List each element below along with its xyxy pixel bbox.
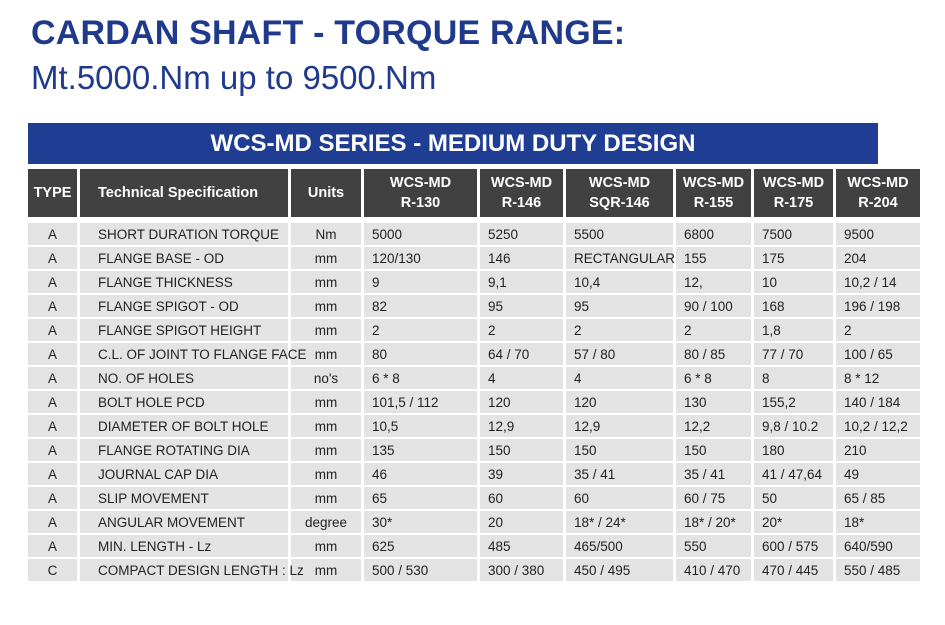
header-model-1: WCS-MD R-130 — [364, 169, 477, 223]
header-model-5: WCS-MD R-175 — [754, 169, 833, 223]
series-banner-label: WCS-MD SERIES - MEDIUM DUTY DESIGN — [210, 129, 696, 157]
table-row — [28, 535, 920, 559]
cell-value: 130 — [676, 391, 751, 415]
table-row — [28, 223, 920, 247]
cell-type: A — [28, 247, 77, 271]
cell-value: 80 / 85 — [676, 343, 751, 367]
cell-value: 35 / 41 — [676, 463, 751, 487]
cell-value: 450 / 495 — [566, 559, 673, 583]
cell-value: 300 / 380 — [480, 559, 563, 583]
cell-value: 12, — [676, 271, 751, 295]
table-row — [28, 319, 920, 343]
cell-value: 5250 — [480, 223, 563, 247]
cell-spec: NO. OF HOLES — [80, 367, 288, 391]
cell-value: 2 — [566, 319, 673, 343]
cell-value: 10,4 — [566, 271, 673, 295]
cell-value: 77 / 70 — [754, 343, 833, 367]
table-row — [28, 271, 920, 295]
cell-type: A — [28, 295, 77, 319]
table-row — [28, 343, 920, 367]
cell-value: 10,2 / 12,2 — [836, 415, 920, 439]
cell-unit: mm — [291, 391, 361, 415]
cell-unit: mm — [291, 271, 361, 295]
cell-value: 65 — [364, 487, 477, 511]
cell-value: 5000 — [364, 223, 477, 247]
cell-value: 2 — [480, 319, 563, 343]
cell-spec: FLANGE BASE - OD — [80, 247, 288, 271]
page-subtitle: Mt.5000.Nm up to 9500.Nm — [31, 59, 437, 96]
cell-value: 6800 — [676, 223, 751, 247]
cell-value: 465/500 — [566, 535, 673, 559]
header-model-2: WCS-MD R-146 — [480, 169, 563, 223]
cell-value: 10,2 / 14 — [836, 271, 920, 295]
cell-value: 120/130 — [364, 247, 477, 271]
cell-unit: mm — [291, 439, 361, 463]
cell-value: 150 — [480, 439, 563, 463]
cell-value: RECTANGULAR — [566, 247, 673, 271]
cell-unit: mm — [291, 463, 361, 487]
cell-value: 6 * 8 — [676, 367, 751, 391]
cell-value: 46 — [364, 463, 477, 487]
cell-value: 18* / 20* — [676, 511, 751, 535]
table-header-row — [28, 169, 920, 223]
cell-value: 500 / 530 — [364, 559, 477, 583]
cell-type: C — [28, 559, 77, 583]
cell-value: 57 / 80 — [566, 343, 673, 367]
cell-value: 30* — [364, 511, 477, 535]
cell-type: A — [28, 415, 77, 439]
header-type: TYPE — [28, 169, 77, 223]
header-spec: Technical Specification — [80, 169, 288, 223]
cell-unit: mm — [291, 415, 361, 439]
cell-value: 90 / 100 — [676, 295, 751, 319]
cell-type: A — [28, 487, 77, 511]
series-banner — [28, 123, 878, 164]
cell-value: 135 — [364, 439, 477, 463]
cell-value: 140 / 184 — [836, 391, 920, 415]
cell-spec: COMPACT DESIGN LENGTH : Lz — [80, 559, 288, 583]
cell-value: 600 / 575 — [754, 535, 833, 559]
cell-value: 180 — [754, 439, 833, 463]
table-row — [28, 247, 920, 271]
cell-value: 204 — [836, 247, 920, 271]
cell-type: A — [28, 439, 77, 463]
cell-type: A — [28, 511, 77, 535]
cell-value: 2 — [836, 319, 920, 343]
cell-value: 5500 — [566, 223, 673, 247]
cell-value: 168 — [754, 295, 833, 319]
cell-value: 9,1 — [480, 271, 563, 295]
cell-type: A — [28, 343, 77, 367]
cell-value: 80 — [364, 343, 477, 367]
table-row — [28, 559, 920, 583]
cell-value: 155 — [676, 247, 751, 271]
spec-table — [25, 169, 923, 583]
cell-value: 550 / 485 — [836, 559, 920, 583]
cell-value: 410 / 470 — [676, 559, 751, 583]
header-model-3: WCS-MD SQR-146 — [566, 169, 673, 223]
table-row — [28, 463, 920, 487]
cell-value: 39 — [480, 463, 563, 487]
cell-value: 120 — [566, 391, 673, 415]
cell-value: 196 / 198 — [836, 295, 920, 319]
cell-value: 100 / 65 — [836, 343, 920, 367]
cell-spec: DIAMETER OF BOLT HOLE — [80, 415, 288, 439]
cell-type: A — [28, 535, 77, 559]
cell-spec: MIN. LENGTH - Lz — [80, 535, 288, 559]
cell-unit: no's — [291, 367, 361, 391]
cell-value: 35 / 41 — [566, 463, 673, 487]
cell-unit: mm — [291, 343, 361, 367]
cell-spec: FLANGE SPIGOT - OD — [80, 295, 288, 319]
cell-unit: mm — [291, 319, 361, 343]
cell-value: 60 — [480, 487, 563, 511]
cell-spec: FLANGE SPIGOT HEIGHT — [80, 319, 288, 343]
cell-value: 12,9 — [480, 415, 563, 439]
cell-value: 9 — [364, 271, 477, 295]
cell-value: 4 — [480, 367, 563, 391]
cell-unit: mm — [291, 487, 361, 511]
table-row — [28, 439, 920, 463]
cell-value: 4 — [566, 367, 673, 391]
cell-value: 82 — [364, 295, 477, 319]
cell-type: A — [28, 223, 77, 247]
cell-value: 8 * 12 — [836, 367, 920, 391]
cell-value: 95 — [566, 295, 673, 319]
cell-value: 60 — [566, 487, 673, 511]
cell-value: 12,9 — [566, 415, 673, 439]
cell-value: 18* — [836, 511, 920, 535]
cell-type: A — [28, 391, 77, 415]
cell-unit: degree — [291, 511, 361, 535]
cell-value: 550 — [676, 535, 751, 559]
cell-value: 9500 — [836, 223, 920, 247]
cell-value: 150 — [566, 439, 673, 463]
cell-unit: mm — [291, 247, 361, 271]
cell-value: 41 / 47,64 — [754, 463, 833, 487]
cell-value: 18* / 24* — [566, 511, 673, 535]
cell-value: 146 — [480, 247, 563, 271]
cell-type: A — [28, 271, 77, 295]
cell-value: 210 — [836, 439, 920, 463]
cell-value: 120 — [480, 391, 563, 415]
cell-value: 20 — [480, 511, 563, 535]
cell-value: 2 — [364, 319, 477, 343]
cell-spec: SHORT DURATION TORQUE — [80, 223, 288, 247]
table-row — [28, 511, 920, 535]
cell-value: 7500 — [754, 223, 833, 247]
table-row — [28, 391, 920, 415]
table-row — [28, 367, 920, 391]
cell-value: 6 * 8 — [364, 367, 477, 391]
header-model-6: WCS-MD R-204 — [836, 169, 920, 223]
cell-unit: mm — [291, 535, 361, 559]
cell-type: A — [28, 463, 77, 487]
cell-type: A — [28, 319, 77, 343]
header-model-4: WCS-MD R-155 — [676, 169, 751, 223]
cell-unit: mm — [291, 295, 361, 319]
cell-value: 60 / 75 — [676, 487, 751, 511]
table-row — [28, 295, 920, 319]
cell-spec: SLIP MOVEMENT — [80, 487, 288, 511]
cell-value: 625 — [364, 535, 477, 559]
header-units: Units — [291, 169, 361, 223]
cell-spec: C.L. OF JOINT TO FLANGE FACE — [80, 343, 288, 367]
table-body — [28, 223, 920, 583]
cell-spec: JOURNAL CAP DIA — [80, 463, 288, 487]
cell-value: 640/590 — [836, 535, 920, 559]
cell-value: 50 — [754, 487, 833, 511]
cell-value: 64 / 70 — [480, 343, 563, 367]
table-row — [28, 487, 920, 511]
table-row — [28, 415, 920, 439]
cell-value: 155,2 — [754, 391, 833, 415]
cell-value: 1,8 — [754, 319, 833, 343]
cell-unit: Nm — [291, 223, 361, 247]
cell-value: 49 — [836, 463, 920, 487]
cell-value: 10,5 — [364, 415, 477, 439]
cell-spec: ANGULAR MOVEMENT — [80, 511, 288, 535]
cell-value: 150 — [676, 439, 751, 463]
cell-value: 95 — [480, 295, 563, 319]
cell-value: 10 — [754, 271, 833, 295]
cell-value: 12,2 — [676, 415, 751, 439]
cell-spec: BOLT HOLE PCD — [80, 391, 288, 415]
cell-value: 65 / 85 — [836, 487, 920, 511]
cell-value: 2 — [676, 319, 751, 343]
cell-value: 175 — [754, 247, 833, 271]
cell-value: 9,8 / 10.2 — [754, 415, 833, 439]
cell-type: A — [28, 367, 77, 391]
cell-spec: FLANGE THICKNESS — [80, 271, 288, 295]
cell-value: 101,5 / 112 — [364, 391, 477, 415]
cell-spec: FLANGE ROTATING DIA — [80, 439, 288, 463]
cell-value: 485 — [480, 535, 563, 559]
cell-unit: mm — [291, 559, 361, 583]
page-title: CARDAN SHAFT - TORQUE RANGE: — [31, 14, 626, 52]
cell-value: 8 — [754, 367, 833, 391]
cell-value: 470 / 445 — [754, 559, 833, 583]
cell-value: 20* — [754, 511, 833, 535]
